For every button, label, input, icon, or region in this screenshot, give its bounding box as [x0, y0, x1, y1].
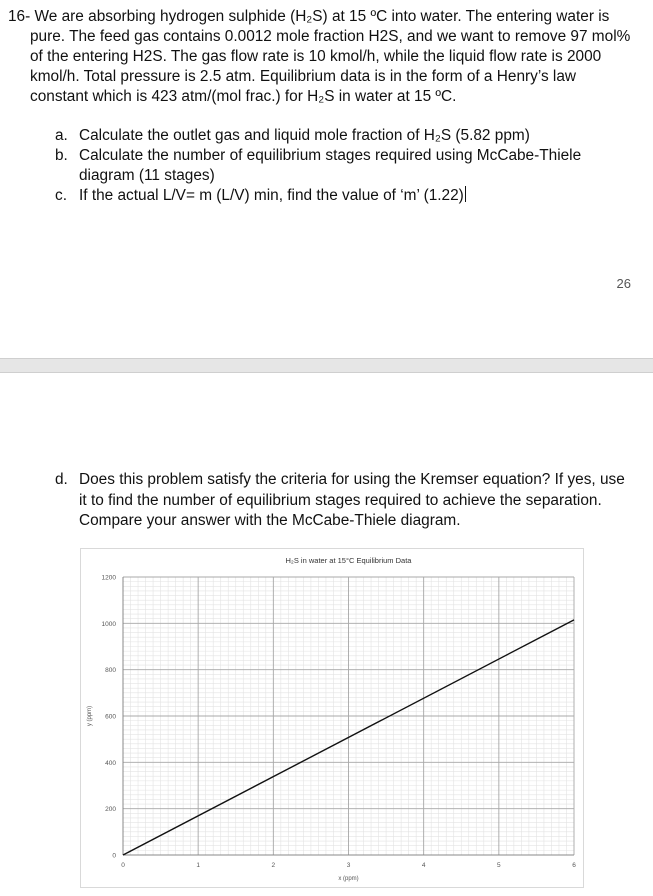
part-a	[55, 126, 625, 146]
part-a-label: a.	[55, 127, 68, 144]
equilibrium-chart	[80, 548, 584, 888]
part-d-text: Does this problem satisfy the criteria for using the Kremser equation? If yes, use it to find the number of equilibrium stages required to achieve the separation. Compare your answer with the McCabe-Thiele diagram.	[79, 471, 625, 529]
page-number: 26	[616, 276, 631, 291]
y-tick-label: 400	[105, 759, 116, 767]
y-axis-label: y (ppm)	[87, 705, 93, 727]
y-tick-label: 1000	[101, 620, 116, 628]
part-d	[55, 470, 630, 532]
part-a-text: Calculate the outlet gas and liquid mole fraction of H₂S (5.82 ppm)	[79, 127, 530, 144]
part-c	[55, 186, 625, 206]
x-tick-label: 2	[271, 862, 276, 869]
parts-list	[55, 126, 625, 206]
page-upper	[0, 0, 653, 358]
part-b	[55, 146, 625, 186]
page-break	[0, 358, 653, 373]
y-tick-label: 1200	[101, 574, 116, 582]
x-tick-label: 3	[346, 862, 351, 869]
problem-text: We are absorbing hydrogen sulphide (H₂S) at 15 ºC into water. The entering water is pure. The feed gas contains 0.0012 mole fraction H2S, and we want to remove 97 mol% of the entering H2S. The gas flow rate is 10 kmol/h, while the liquid flow rate is 2000 kmol/h. Total pressure is 2.5 atm. Equilibrium data is in the form of a Henry’s law constant which is 423 atm/(mol frac.) for H₂S in water at 15 ºC.	[30, 8, 631, 105]
x-tick-label: 5	[497, 862, 501, 869]
y-tick-label: 200	[105, 806, 116, 814]
problem-number: 16-	[8, 8, 31, 25]
part-c-label: c.	[55, 187, 67, 204]
x-tick-label: 6	[572, 862, 576, 869]
y-tick-label: 0	[112, 852, 116, 860]
chart-title: H₂S in water at 15°C Equilibrium Data	[285, 556, 412, 565]
y-tick-label: 800	[105, 667, 116, 675]
problem-statement	[8, 7, 638, 107]
y-tick-label: 600	[105, 713, 116, 721]
x-tick-label: 0	[121, 862, 125, 869]
text-cursor	[465, 186, 466, 202]
part-d-label: d.	[55, 471, 68, 488]
part-c-text[interactable]: If the actual L/V= m (L/V) min, find the value of ‘m’ (1.22)	[79, 187, 464, 204]
x-tick-label: 4	[421, 862, 426, 869]
part-b-text: Calculate the number of equilibrium stages required using McCabe-Thiele diagram (11 stages)	[79, 147, 582, 184]
x-tick-label: 1	[196, 862, 200, 869]
chart-svg	[81, 549, 583, 887]
x-axis-label: x (ppm)	[338, 876, 359, 882]
part-b-label: b.	[55, 147, 68, 164]
